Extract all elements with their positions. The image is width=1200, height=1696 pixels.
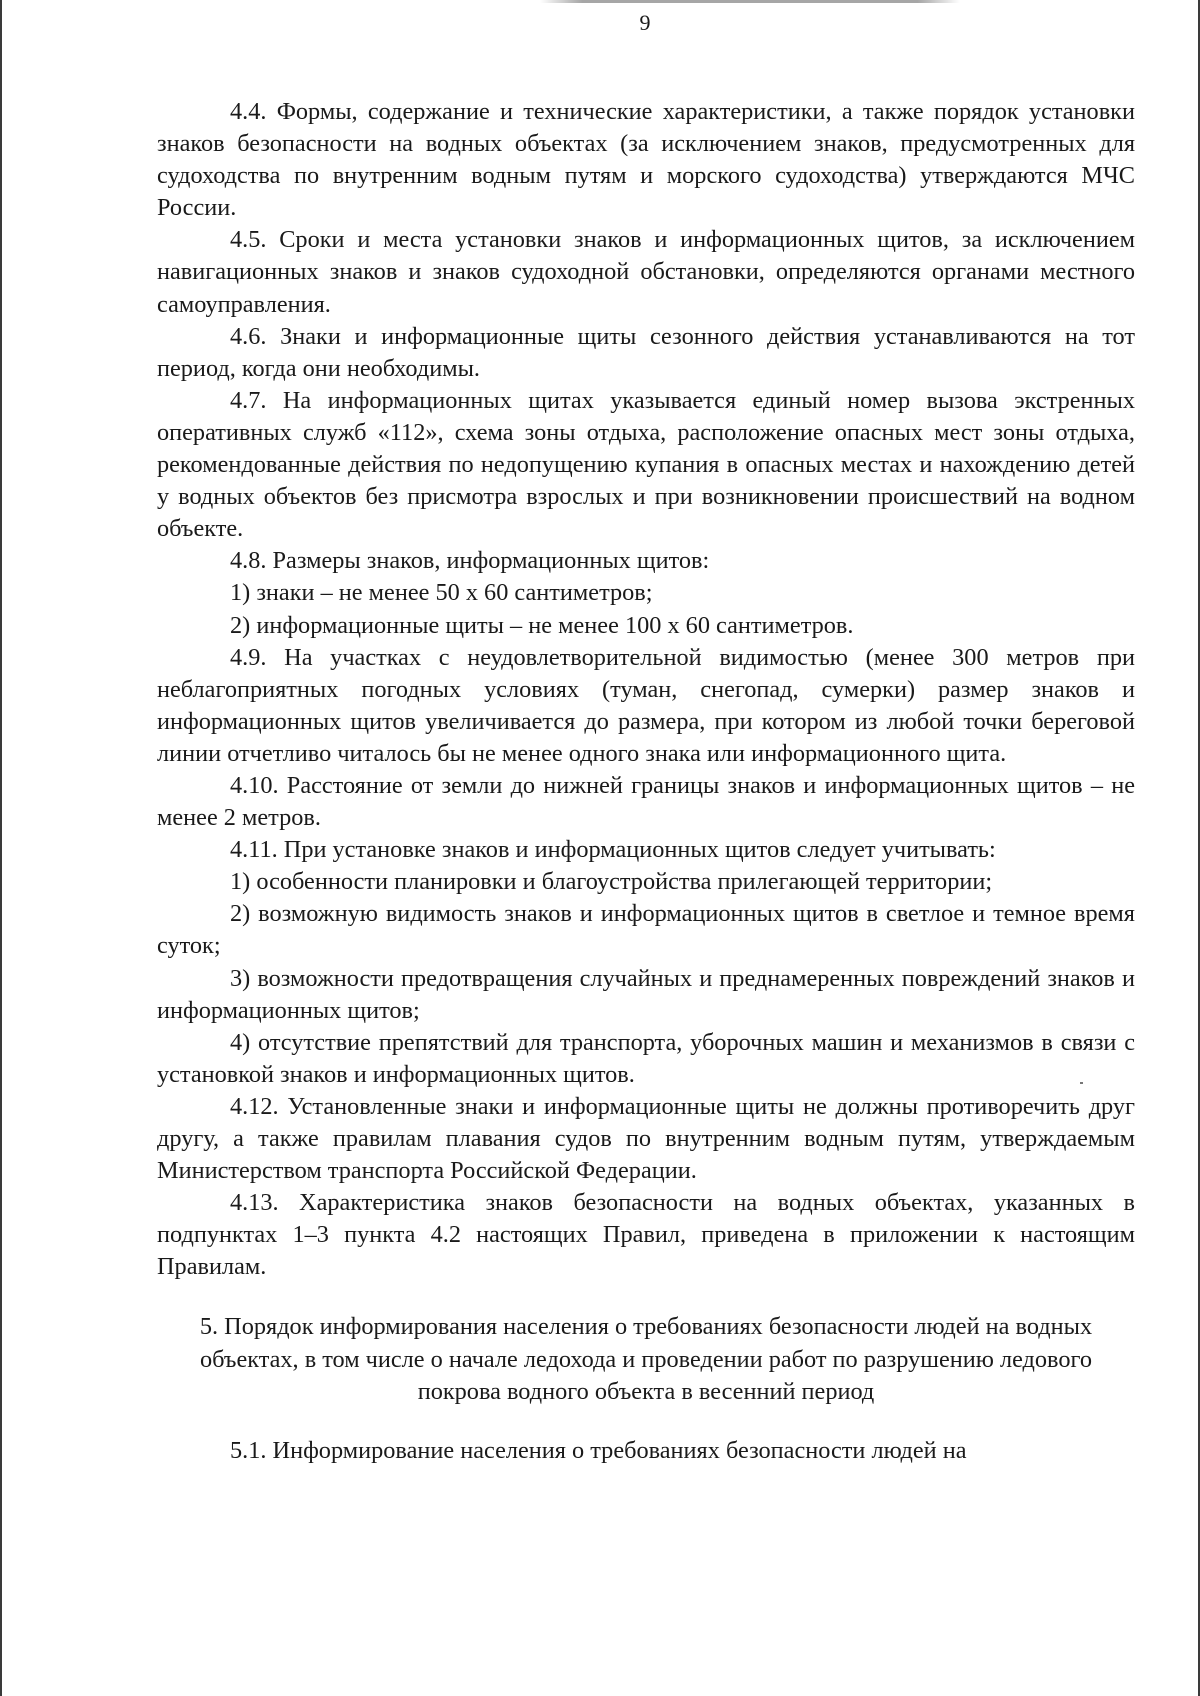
paragraph-4-5: 4.5. Сроки и места установки знаков и информационных щитов, за исключением навигационных знаков и знаков судоходной обстановки, определяются органами местного самоуправления. [157, 226, 1135, 318]
list-item-4-8-1: 1) знаки – не менее 50 х 60 сантиметров; [230, 579, 653, 607]
scan-edge-top [540, 0, 960, 3]
paragraph-4-4: 4.4. Формы, содержание и технические характеристики, а также порядок установки знаков безопасности на водных объектах (за исключением знаков, предусмотренных для судоходства по внутренним водным путям и морского судоходства) утверждаются МЧС России. [157, 98, 1135, 222]
document-body [157, 96, 1135, 1467]
list-item-4-11-1: 1) особенности планировки и благоустройства прилегающей территории; [230, 868, 993, 896]
paragraph-4-9: 4.9. На участках с неудовлетворительной видимостью (менее 300 метров при неблагоприятных погодных условиях (туман, снегопад, сумерки) размер знаков и информационных щитов увеличивается до размера, при котором из любой точки береговой линии отчетливо читалось бы не менее одного знака или информационного щита. [157, 643, 1135, 767]
list-item-4-11-4: 4) отсутствие препятствий для транспорта, уборочных машин и механизмов в связи с установкой знаков и информационных щитов. [157, 1028, 1135, 1088]
paragraph-5-1: 5.1. Информирование населения о требованиях безопасности людей на [230, 1436, 967, 1464]
paragraph-4-12: 4.12. Установленные знаки и информационные щиты не должны противоречить друг другу, а также правилам плавания судов по внутренним водным путям, утверждаемым Министерством транспорта Российской Федерации. [157, 1092, 1135, 1185]
paragraph-4-6: 4.6. Знаки и информационные щиты сезонного действия устанавливаются на тот период, когда они необходимы. [157, 322, 1135, 382]
paragraph-4-13: 4.13. Характеристика знаков безопасности на водных объектах, указанных в подпунктах 1–3 пункта 4.2 настоящих Правил, приведена в приложении к настоящим Правилам. [157, 1189, 1135, 1281]
paragraph-4-11: 4.11. При установке знаков и информационных щитов следует учитывать: [230, 836, 996, 864]
page-number: 9 [639, 10, 651, 35]
scan-speck [1080, 1082, 1083, 1084]
paragraph-4-7: 4.7. На информационных щитах указывается единый номер вызова экстренных оперативных служб «112», схема зоны отдыха, расположение опасных мест зоны отдыха, рекомендованные действия по недопущению купания в опасных местах и нахождению детей у водных объектов без присмотра взрослых и при возникновении происшествий на водном объекте. [157, 386, 1135, 543]
paragraph-4-8: 4.8. Размеры знаков, информационных щитов: [230, 547, 710, 575]
list-item-4-8-2: 2) информационные щиты – не менее 100 х 60 сантиметров. [230, 611, 854, 639]
list-item-4-11-2: 2) возможную видимость знаков и информационных щитов в светлое и темное время суток; [157, 900, 1135, 960]
list-item-4-11-3: 3) возможности предотвращения случайных и преднамеренных повреждений знаков и информационных щитов; [157, 964, 1135, 1024]
section-heading-5: 5. Порядок информирования населения о требованиях безопасности людей на водных объектах, в том числе о начале ледохода и проведении работ по разрушению ледового покрова водного объекта в весенний период [199, 1313, 1093, 1406]
paragraph-4-10: 4.10. Расстояние от земли до нижней границы знаков и информационных щитов – не менее 2 метров. [157, 771, 1135, 832]
scan-edge-left [0, 0, 2, 1696]
